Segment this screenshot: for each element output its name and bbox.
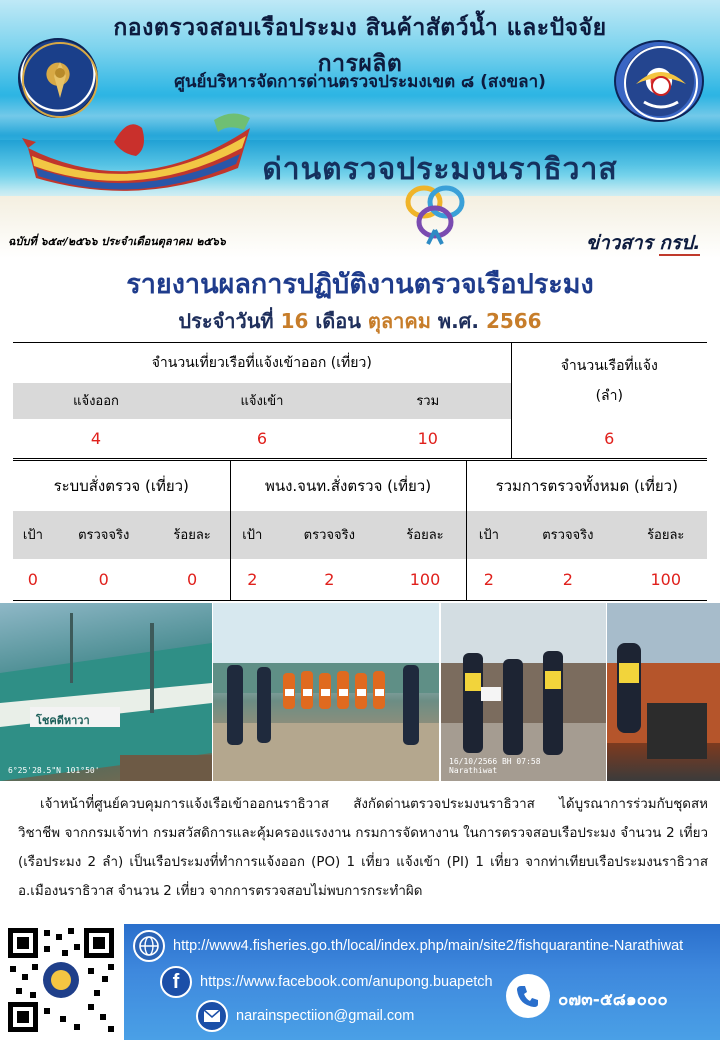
date-prefix: ประจำวันที่	[178, 309, 274, 333]
col-percent: ร้อยละ	[155, 511, 230, 559]
email-icon	[196, 1000, 228, 1032]
department-of-fisheries-logo	[18, 38, 98, 118]
inspection-values-row	[13, 559, 707, 601]
header-subtitle: ศูนย์บริหารจัดการด่านตรวจประมงเขต ๘ (สงขลา)	[174, 72, 546, 92]
col-percent: ร้อยละ	[385, 511, 467, 559]
facebook-row[interactable]	[160, 966, 493, 998]
photo-crew-group	[213, 603, 439, 781]
envelope-glyph	[203, 1009, 221, 1023]
photo-date: 16/10/2566 BH 07:58	[449, 757, 541, 766]
phone-icon-wrap	[506, 974, 550, 1018]
col-actual: ตรวจจริง	[511, 511, 624, 559]
photo-fishing-boat-hull	[0, 603, 212, 781]
col-actual: ตรวจจริง	[274, 511, 384, 559]
group-officer-ordered: พนง.จนท.สั่งตรวจ (เที่ยว)	[230, 461, 466, 511]
facebook-link[interactable]: https://www.facebook.com/anupong.buapetch	[200, 974, 493, 990]
website-row[interactable]	[133, 930, 683, 962]
report-day: 16	[280, 309, 309, 333]
kolae-boat-illustration	[18, 108, 258, 203]
report-date	[0, 305, 720, 337]
photo-location: Narathiwat	[449, 766, 498, 775]
fishery-inspection-logo	[614, 40, 704, 122]
group-total-inspection: รวมการตรวจทั้งหมด (เที่ยว)	[466, 461, 707, 511]
boat-hull-scene	[0, 603, 212, 781]
station-name: ด่านตรวจประมงนราธิวาส	[262, 152, 618, 187]
value-notify-in: 6	[179, 419, 345, 459]
officer-target: 2	[230, 559, 274, 601]
qr-code[interactable]	[4, 924, 118, 1036]
boats-header-cell	[511, 343, 707, 419]
trips-header: จำนวนเที่ยวเรือที่แจ้งเข้าออก (เที่ยว)	[13, 343, 511, 383]
news-org: กรป.	[659, 232, 701, 254]
fish-hold-scene	[607, 603, 720, 781]
col-target: เป้า	[466, 511, 511, 559]
photo-gps-stamp: 6°25'28.5"N 101°50'	[8, 766, 100, 775]
boats-header-line2: (ลำ)	[595, 387, 623, 404]
value-boats: 6	[511, 419, 707, 459]
email-link[interactable]: narainspectiion@gmail.com	[236, 1008, 415, 1024]
facebook-icon: f	[160, 966, 192, 998]
boat-name-text: โชคดีหาวา	[36, 714, 90, 727]
report-paragraph: เจ้าหน้าที่ศูนย์ควบคุมการแจ้งเรือเข้าออกนราธิวาส สังกัดด่านตรวจประมงนราธิวาส ได้บูรณาการร่วมกับชุดสหวิชาชีพ จากกรมเจ้าท่า กรมสวัสดิการและคุ้มครองแรงงาน กรมการจัดหางาน ในการตรวจสอบเรือประมง จำนวน 2 เที่ยว (เรือประมง 2 ลำ) เป็นเรือประมงที่ทำการแจ้งออก (PO) 1 เที่ยว แจ้งเข้า (PI) 1 เที่ยว จากท่าเทียบเรือประมงนราธิวาส อ.เมืองนราธิวาส จำนวน 2 เที่ยว จากการตรวจสอบไม่พบการกระทำผิด	[18, 797, 708, 899]
inspection-results-table	[13, 460, 707, 601]
email-row[interactable]	[196, 1000, 414, 1032]
total-target: 2	[466, 559, 511, 601]
report-title: รายงานผลการปฏิบัติงานตรวจเรือประมง	[126, 269, 594, 300]
photo-date-stamp	[449, 757, 541, 775]
system-percent: 0	[155, 559, 230, 601]
system-actual: 0	[53, 559, 155, 601]
news-word: ข่าวสาร	[586, 232, 653, 254]
trip-table-header-row	[13, 343, 707, 383]
report-year: 2566	[485, 309, 542, 333]
col-target: เป้า	[13, 511, 53, 559]
total-percent: 100	[625, 559, 708, 601]
col-trip-total: รวม	[345, 383, 511, 419]
photo-inspection-documents	[441, 603, 606, 781]
value-notify-out: 4	[13, 419, 179, 459]
header-title: กองตรวจสอบเรือประมง สินค้าสัตว์น้ำ และปัจจัยการผลิต	[113, 15, 607, 77]
month-label: เดือน	[315, 309, 361, 333]
inspection-group-header-row	[13, 461, 707, 511]
year-label: พ.ศ.	[437, 309, 479, 333]
value-trip-total: 10	[345, 419, 511, 459]
officer-percent: 100	[385, 559, 467, 601]
phone-icon	[506, 974, 550, 1018]
phone-number[interactable]: ๐๗๓-๕๘๑๐๐๐	[558, 990, 668, 1010]
news-label	[586, 228, 700, 258]
col-actual: ตรวจจริง	[53, 511, 155, 559]
qr-code-graphic	[4, 924, 118, 1036]
inspection-subheader-row	[13, 511, 707, 559]
system-target: 0	[13, 559, 53, 601]
phone-glyph	[515, 983, 541, 1009]
issue-number: ฉบับที่ ๖๕๙/๒๕๖๖ ประจำเดือนตุลาคม ๒๕๖๖	[8, 235, 226, 248]
group-system-ordered: ระบบสั่งตรวจ (เที่ยว)	[13, 461, 230, 511]
col-notify-in: แจ้งเข้า	[179, 383, 345, 419]
boats-header-line1: จำนวนเรือที่แจ้ง	[560, 357, 658, 374]
fishery-inspection-emblem	[616, 42, 706, 124]
ribbon-knot-logo	[400, 180, 470, 246]
col-notify-out: แจ้งออก	[13, 383, 179, 419]
trip-table-values-row	[13, 419, 707, 459]
globe-glyph	[138, 935, 160, 957]
crew-group-scene	[213, 603, 439, 781]
col-target: เป้า	[230, 511, 274, 559]
trip-notification-table	[13, 342, 707, 459]
officer-actual: 2	[274, 559, 384, 601]
total-actual: 2	[511, 559, 624, 601]
website-link[interactable]: http://www4.fisheries.go.th/local/index.php/main/site2/fishquarantine-Narathiwat	[173, 938, 684, 954]
document-check-scene	[441, 603, 606, 781]
photo-fish-hold-check	[607, 603, 720, 781]
globe-icon	[133, 930, 165, 962]
col-percent: ร้อยละ	[625, 511, 708, 559]
report-month: ตุลาคม	[367, 309, 431, 333]
